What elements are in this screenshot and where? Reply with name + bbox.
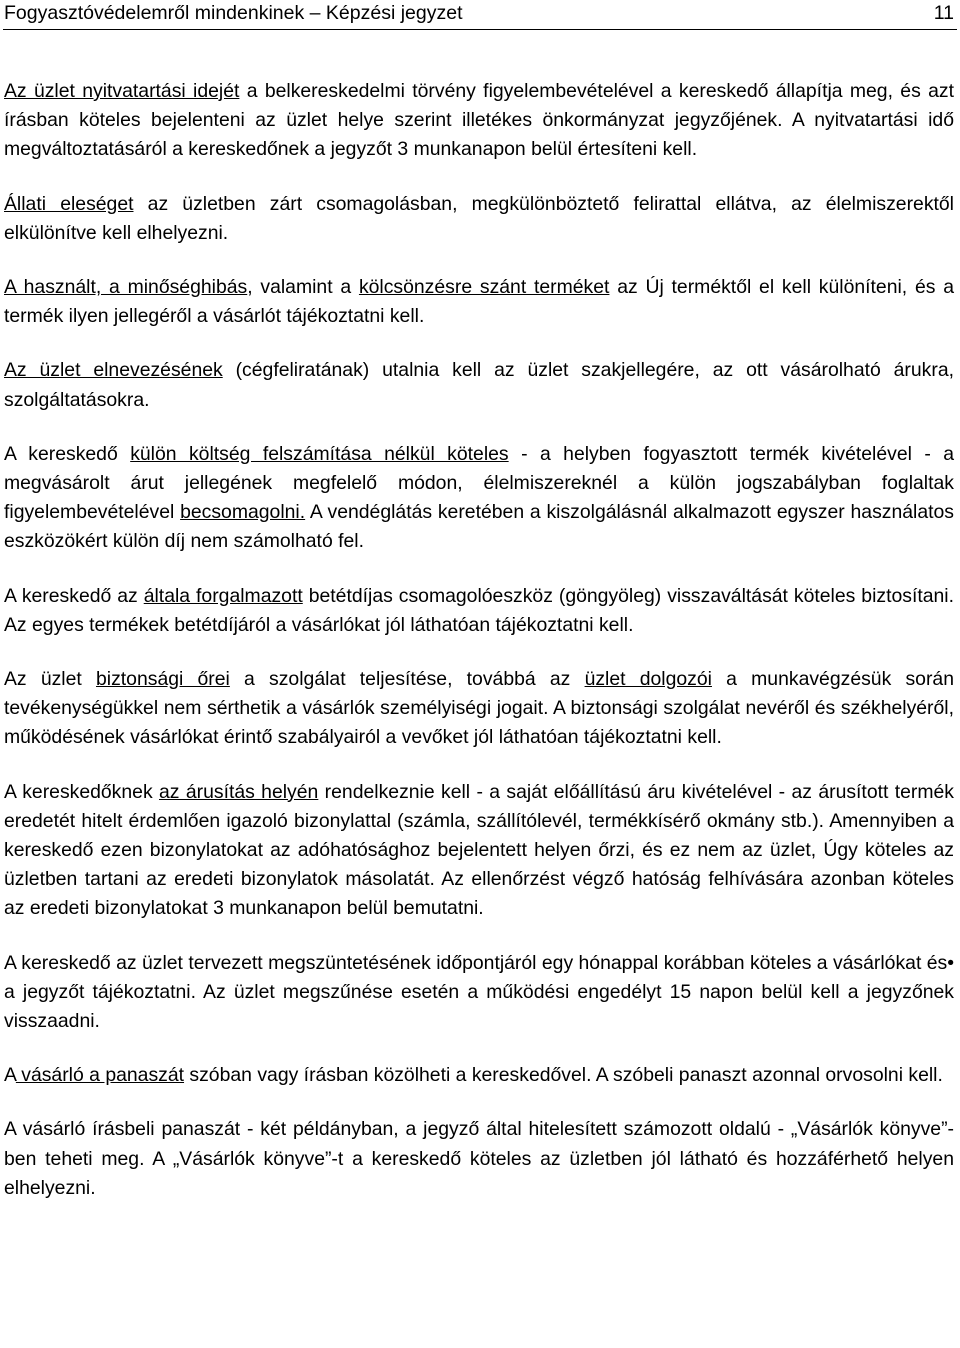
- paragraph: [4, 778, 954, 924]
- underlined-text: biztonsági őrei: [96, 668, 230, 691]
- paragraph: [4, 1061, 954, 1090]
- document-body: [4, 77, 954, 1228]
- paragraph-text: betétdíjas csomagolóeszköz (göngyöleg) visszaváltását köteles biztosítani. Az egyes termékek betétdíjáról a vásárlókat jól láthatóan tájékoztatni kell.: [4, 584, 954, 636]
- paragraph-text: a munkavégzésük során tevékenységükkel nem sérthetik a vásárlók személyiségi jogait. A biztonsági szolgálat nevéről és székhelyéről, működésének vásárlókat érintő szabályairól a vevőket jól láthatóan tájékoztatni kell.: [4, 668, 954, 749]
- document-title: Fogyasztóvédelemről mindenkinek – Képzési jegyzet: [4, 2, 463, 24]
- underlined-text: üzlet dolgozói: [584, 668, 712, 691]
- paragraph-text: A kereskedő az: [4, 584, 144, 607]
- paragraph: [4, 190, 954, 248]
- underlined-text: külön költség felszámítása nélkül köteles: [130, 442, 509, 465]
- paragraph-text: A vásárló írásbeli panaszát - két példányban, a jegyző által hitelesített számozott oldalú - „Vásárlók könyve”-ben teheti meg. A „Vásárlók könyve”-t a kereskedő köteles az üzletben jól látható és hozzáférhető helyen elhelyezni.: [4, 1118, 954, 1199]
- paragraph-text: a belkereskedelmi törvény figyelembevételével a kereskedő állapítja meg, és azt írásban köteles bejelenteni az üzlet helye szerint illetékes önkormányzat jegyzőjének. A nyitvatartási idő megváltoztatásáról a kereskedőnek a jegyzőt 3 munkanapon belül értesíteni kell.: [4, 80, 954, 161]
- paragraph-text: A kereskedő: [4, 442, 131, 465]
- paragraph: [4, 665, 954, 753]
- paragraph-text: , valamint a: [247, 276, 359, 299]
- underlined-text: Állati eleséget: [4, 192, 134, 215]
- paragraph: [4, 949, 954, 1037]
- paragraph-text: - a helyben fogyasztott termék kivételével - a megvásárolt árut jellegének megfelelő módon, élelmiszereknél a külön jogszabályban foglaltak figyelembevételével: [4, 442, 955, 524]
- paragraph-text: az üzletben zárt csomagolásban, megkülönböztető felirattal ellátva, az élelmiszerektől elkülönítve kell elhelyezni.: [4, 192, 954, 244]
- page-header: [4, 0, 954, 30]
- paragraph-text: a szolgálat teljesítése, továbbá az: [229, 668, 585, 691]
- underlined-text: vásárló a panaszát: [15, 1064, 185, 1087]
- underlined-text: kölcsönzésre szánt terméket: [358, 276, 610, 299]
- underlined-text: Az üzlet nyitvatartási idejét: [4, 80, 240, 102]
- paragraph: [4, 356, 954, 414]
- paragraph: [4, 582, 954, 640]
- header-divider: [3, 29, 957, 30]
- paragraph-text: szóban vagy írásban közölheti a kereskedővel. A szóbeli panaszt azonnal orvosolni kell.: [184, 1064, 943, 1087]
- underlined-text: Az üzlet elnevezésének: [4, 359, 223, 382]
- paragraph-text: rendelkeznie kell - a saját előállítású áru kivételével - az árusított termék eredetét hitelt érdemlően igazoló bizonylattal (számla, szállítólevél, termékkísérő okmány stb.). Amennyiben a kereskedő ezen bizonylatokat az adóhatósághoz bejelentett helyen őrzi, és ez nem az üzlet, Úgy köteles az üzletben tartani az eredeti bizonylatok másolatát. Az ellenőrzést végző hatóság felhívására azonban köteles az eredeti bizonylatokat 3 munkanapon belül bemutatni.: [4, 780, 954, 920]
- paragraph-text: A: [4, 1064, 16, 1087]
- underlined-text: az árusítás helyén: [159, 780, 319, 803]
- paragraph-text: Az üzlet: [4, 668, 96, 691]
- underlined-text: A használt, a minőséghibás: [4, 276, 248, 299]
- paragraph: [4, 1115, 954, 1203]
- paragraph: [4, 77, 954, 165]
- paragraph-text: (cégfeliratának) utalnia kell az üzlet szakjellegére, az ott vásárolható árukra, szolgáltatásokra.: [4, 359, 954, 411]
- paragraph-text: A kereskedőknek: [4, 780, 160, 803]
- underlined-text: becsomagolni.: [180, 501, 306, 524]
- paragraph-text: az Új terméktől el kell különíteni, és a termék ilyen jellegéről a vásárlót tájékoztatni kell.: [4, 276, 954, 328]
- page-number: 11: [933, 2, 954, 24]
- underlined-text: általa forgalmazott: [143, 584, 303, 607]
- paragraph-text: A vendéglátás keretében a kiszolgálásnál alkalmazott egyszer használatos eszközökért külön díj nem számolható fel.: [4, 501, 954, 553]
- paragraph-text: A kereskedő az üzlet tervezett megszüntetésének időpontjáról egy hónappal korábban köteles a vásárlókat és• a jegyzőt tájékoztatni. Az üzlet megszűnése esetén a működési engedélyt 15 napon belül kell a jegyzőnek visszaadni.: [4, 951, 954, 1033]
- paragraph: [4, 440, 954, 557]
- paragraph: [4, 273, 954, 331]
